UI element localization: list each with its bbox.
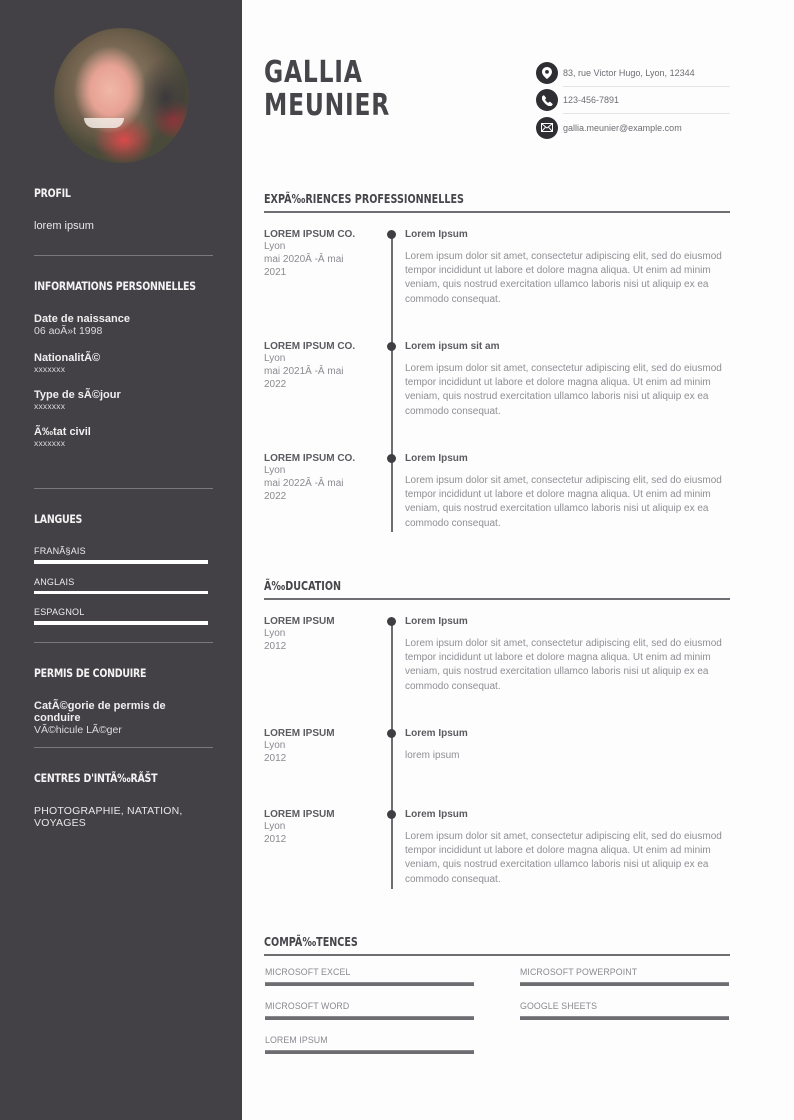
birth-date-value: 06 aoÃ»t 1998: [34, 325, 103, 337]
address-text: 83, rue Victor Hugo, Lyon, 12344: [563, 67, 695, 78]
entry-org: LOREM IPSUM: [264, 809, 335, 820]
timeline-dot-icon: [387, 729, 396, 738]
entry-date: mai 2022Â -Â mai: [264, 478, 344, 489]
location-pin-icon: [536, 62, 558, 84]
entry-place: Lyon: [264, 628, 286, 639]
last-name: MEUNIER: [264, 88, 391, 123]
email-text: gallia.meunier@example.com: [563, 122, 682, 133]
stay-type-value: xxxxxxx: [34, 401, 66, 411]
skill-level-bar: [520, 982, 729, 986]
entry-description: Lorem ipsum dolor sit amet, consectetur adipiscing elit, sed do eiusmod tempor incididunt ut labore et dolore magna aliqua. Ut enim ad minim veniam, quis nostrud exercitation ullamco laboris nisi ut aliquip ex ea commodo consequat.: [405, 638, 722, 692]
skill-item: [265, 967, 474, 986]
entry-place: Lyon: [264, 740, 286, 751]
license-section: [34, 666, 213, 736]
entry-role: Lorem Ipsum: [405, 728, 468, 739]
personal-info-title: INFORMATIONS PERSONNELLES: [34, 279, 196, 293]
interests-title: CENTRES D'INTÃ‰RÃŠT: [34, 771, 158, 785]
skill-label: LOREM IPSUM: [265, 1035, 328, 1045]
skill-item: [265, 1035, 474, 1054]
personal-info-section: [34, 279, 213, 448]
entry-description: Lorem ipsum dolor sit amet, consectetur adipiscing elit, sed do eiusmod tempor incididunt ut labore et dolore magna aliqua. Ut enim ad minim veniam, quis nostrud exercitation ullamco laboris nisi ut aliquip ex ea commodo consequat.: [405, 831, 722, 885]
language-label: ANGLAIS: [34, 576, 75, 587]
entry-org: LOREM IPSUM CO.: [264, 229, 356, 240]
entry-role: Lorem ipsum sit am: [405, 341, 500, 352]
profile-photo: [54, 28, 189, 163]
skill-level-bar: [265, 982, 474, 986]
entry-role: Lorem Ipsum: [405, 453, 468, 464]
interests-line-1: PHOTOGRAPHIE, NATATION,: [34, 805, 183, 817]
candidate-name: [264, 56, 390, 122]
first-name: GALLIA: [264, 55, 363, 90]
skill-item: [520, 1001, 729, 1020]
profile-title: PROFIL: [34, 186, 71, 200]
language-label: ESPAGNOL: [34, 607, 85, 617]
interests-section: [34, 771, 213, 829]
section-rule: [264, 598, 730, 600]
nationality-label: NationalitÃ©: [34, 352, 101, 364]
skill-label: MICROSOFT EXCEL: [265, 967, 351, 977]
entry-org: LOREM IPSUM: [264, 616, 335, 627]
nationality-value: xxxxxxx: [34, 364, 66, 374]
contact-block: [536, 59, 730, 142]
section-rule: [264, 954, 730, 956]
language-level-bar: [34, 621, 208, 625]
education-title: Ã‰DUCATION: [264, 579, 342, 593]
entry-org: LOREM IPSUM: [264, 728, 335, 739]
entry-description: Lorem ipsum dolor sit amet, consectetur adipiscing elit, sed do eiusmod tempor incididunt ut labore et dolore magna aliqua. Ut enim ad minim veniam, quis nostrud exercitation ullamco laboris nisi ut aliquip ex ea commodo consequat.: [405, 251, 722, 305]
skill-level-bar: [265, 1050, 474, 1054]
entry-role: Lorem Ipsum: [405, 616, 468, 627]
language-item: [34, 577, 213, 595]
entry-place: Lyon: [264, 821, 286, 832]
experience-title: EXPÃ‰RIENCES PROFESSIONNELLES: [264, 192, 464, 206]
entry-org: LOREM IPSUM CO.: [264, 453, 356, 464]
language-label: FRANÃ§AIS: [34, 546, 86, 556]
languages-title: LANGUES: [34, 512, 83, 526]
interests-line-2: VOYAGES: [34, 817, 86, 829]
license-label: CatÃ©gorie de permis de conduire: [34, 700, 166, 724]
experience-entry: [264, 453, 730, 529]
photo-smile-detail: [84, 118, 124, 128]
skill-level-bar: [520, 1016, 729, 1020]
skill-item: [265, 1001, 474, 1020]
entry-date: 2012: [264, 753, 287, 764]
entry-role: Lorem Ipsum: [405, 809, 468, 820]
birth-date-label: Date de naissance: [34, 313, 130, 325]
envelope-icon: [536, 117, 558, 139]
entry-date: 2022: [264, 491, 287, 502]
license-title: PERMIS DE CONDUIRE: [34, 666, 147, 680]
entry-place: Lyon: [264, 353, 286, 364]
experience-entry: [264, 229, 730, 305]
phone-icon: [536, 89, 558, 111]
personal-info-item: [34, 389, 213, 411]
language-item: [34, 607, 213, 625]
timeline-dot-icon: [387, 810, 396, 819]
entry-date: mai 2020Â -Â mai: [264, 254, 344, 265]
personal-info-item: [34, 313, 213, 337]
entry-place: Lyon: [264, 241, 286, 252]
entry-date: mai 2021Â -Â mai: [264, 366, 344, 377]
stay-type-label: Type de sÃ©jour: [34, 389, 121, 401]
entry-description: lorem ipsum: [405, 750, 460, 761]
entry-role: Lorem Ipsum: [405, 229, 468, 240]
sidebar-divider: [34, 488, 213, 489]
skill-label: GOOGLE SHEETS: [520, 1001, 598, 1011]
phone-text: 123-456-7891: [563, 95, 620, 106]
skill-label: MICROSOFT POWERPOINT: [520, 967, 638, 977]
language-level-bar: [34, 591, 208, 595]
sidebar-divider: [34, 255, 213, 256]
languages-section: [34, 512, 213, 625]
timeline-dot-icon: [387, 342, 396, 351]
personal-info-item: [34, 426, 213, 448]
personal-info-item: [34, 352, 213, 374]
experience-entry: [264, 341, 730, 417]
entry-date: 2021: [264, 267, 287, 278]
contact-phone: [536, 87, 730, 115]
entry-description: Lorem ipsum dolor sit amet, consectetur adipiscing elit, sed do eiusmod tempor incididunt ut labore et dolore magna aliqua. Ut enim ad minim veniam, quis nostrud exercitation ullamco laboris nisi ut aliquip ex ea commodo consequat.: [405, 475, 722, 529]
education-entry: [264, 728, 730, 765]
language-item: [34, 546, 213, 564]
entry-date: 2012: [264, 641, 287, 652]
sidebar-divider: [34, 747, 213, 748]
profile-section: [34, 186, 213, 232]
skill-level-bar: [265, 1016, 474, 1020]
contact-address: [536, 59, 730, 87]
sidebar: [0, 0, 242, 1120]
education-entry: [264, 616, 730, 692]
contact-email: [536, 114, 730, 142]
skill-item: [520, 967, 729, 986]
profile-text: lorem ipsum: [34, 220, 94, 232]
entry-place: Lyon: [264, 465, 286, 476]
skills-title: COMPÃ‰TENCES: [264, 935, 358, 949]
language-level-bar: [34, 560, 208, 564]
timeline-dot-icon: [387, 617, 396, 626]
timeline-dot-icon: [387, 454, 396, 463]
civil-status-value: xxxxxxx: [34, 438, 66, 448]
entry-org: LOREM IPSUM CO.: [264, 341, 356, 352]
sidebar-divider: [34, 642, 213, 643]
skill-label: MICROSOFT WORD: [265, 1001, 350, 1011]
civil-status-label: Ã‰tat civil: [34, 426, 91, 438]
license-value: VÃ©hicule LÃ©ger: [34, 724, 122, 736]
entry-description: Lorem ipsum dolor sit amet, consectetur adipiscing elit, sed do eiusmod tempor incididunt ut labore et dolore magna aliqua. Ut enim ad minim veniam, quis nostrud exercitation ullamco laboris nisi ut aliquip ex ea commodo consequat.: [405, 363, 722, 417]
section-rule: [264, 211, 730, 213]
timeline-dot-icon: [387, 230, 396, 239]
education-entry: [264, 809, 730, 885]
entry-date: 2022: [264, 379, 287, 390]
entry-date: 2012: [264, 834, 287, 845]
